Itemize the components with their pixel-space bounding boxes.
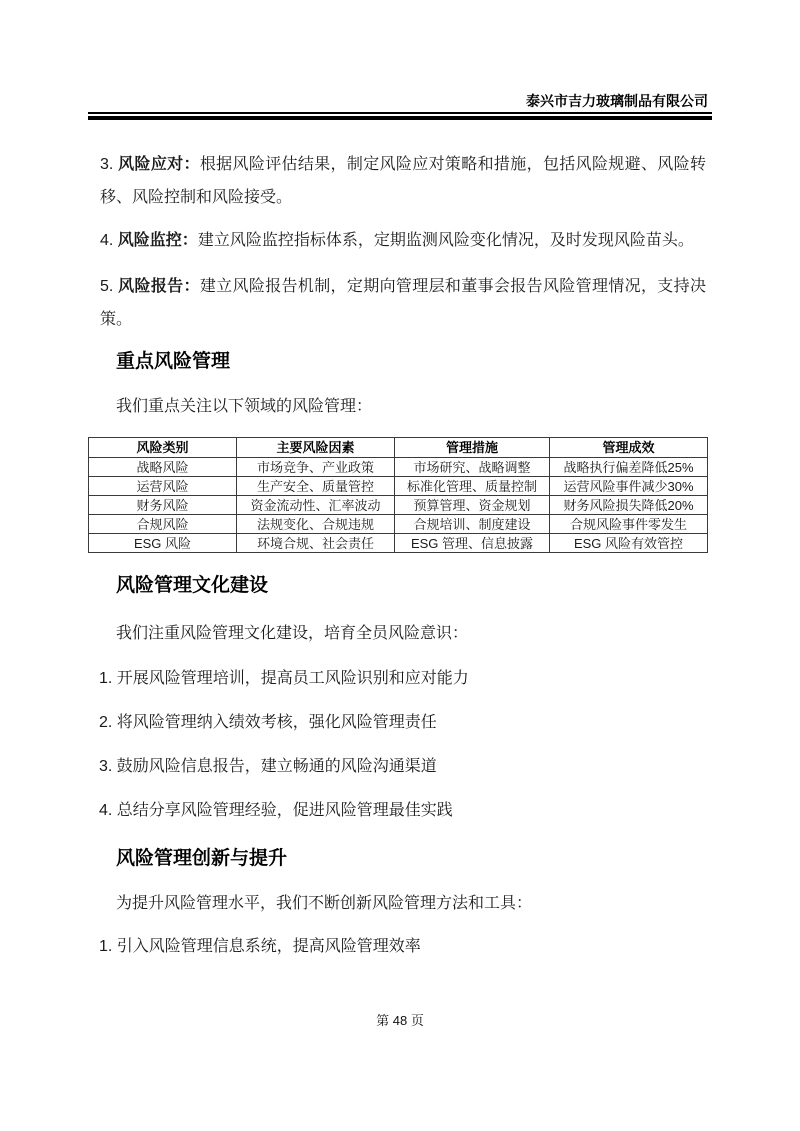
paragraph-term: 风险报告：: [118, 278, 200, 295]
table-cell: 资金流动性、汇率波动: [237, 496, 395, 515]
table-row: [89, 458, 708, 477]
table-row: [89, 496, 708, 515]
section-title-innovation: 风险管理创新与提升: [116, 848, 288, 869]
table-cell: 生产安全、质量管控: [237, 477, 395, 496]
section-title-key-risk: 重点风险管理: [116, 351, 231, 372]
table-cell: 预算管理、资金规划: [395, 496, 550, 515]
table-cell: ESG 风险: [89, 534, 237, 553]
paragraph-number: 3.: [100, 156, 119, 173]
table-row: [89, 477, 708, 496]
paragraph-risk-response: [100, 148, 706, 214]
table-cell: 市场研究、战略调整: [395, 458, 550, 477]
header-rule-thick: [88, 116, 712, 120]
table-cell: 合规培训、制度建设: [395, 515, 550, 534]
culture-item-4: 4. 总结分享风险管理经验，促进风险管理最佳实践: [99, 802, 453, 819]
table-row: [89, 534, 708, 553]
culture-item-1: 1. 开展风险管理培训，提高员工风险识别和应对能力: [99, 670, 469, 687]
table-cell: 合规风险: [89, 515, 237, 534]
table-header-results: 管理成效: [550, 438, 708, 458]
header-rule-thin: [88, 112, 712, 114]
table-row: [89, 515, 708, 534]
paragraph-number: 4.: [100, 232, 118, 249]
table-cell: 市场竞争、产业政策: [237, 458, 395, 477]
footer-page-number: 第 48 页: [376, 1013, 424, 1028]
paragraph-number: 5.: [100, 278, 119, 295]
innovation-intro: 为提升风险管理水平，我们不断创新风险管理方法和工具：: [116, 895, 533, 912]
table-cell: 财务风险: [89, 496, 237, 515]
culture-item-2: 2. 将风险管理纳入绩效考核，强化风险管理责任: [99, 714, 437, 731]
paragraph-term: 风险应对：: [118, 156, 200, 173]
header-company-name: 泰兴市吉力玻璃制品有限公司: [526, 93, 708, 109]
table-cell: ESG 风险有效管控: [550, 534, 708, 553]
risk-management-table: [88, 437, 708, 553]
culture-intro: 我们注重风险管理文化建设，培育全员风险意识：: [116, 625, 469, 642]
paragraph-risk-reporting: [100, 270, 706, 336]
culture-item-3: 3. 鼓励风险信息报告，建立畅通的风险沟通渠道: [99, 758, 437, 775]
table-cell: ESG 管理、信息披露: [395, 534, 550, 553]
table-cell: 合规风险事件零发生: [550, 515, 708, 534]
table-cell: 标准化管理、质量控制: [395, 477, 550, 496]
table-cell: 战略风险: [89, 458, 237, 477]
table-header-risk-factors: 主要风险因素: [237, 438, 395, 458]
paragraph-term: 风险监控：: [117, 232, 198, 249]
table-cell: 运营风险事件减少30%: [550, 477, 708, 496]
paragraph-text: 建立风险监控指标体系，定期监测风险变化情况，及时发现风险苗头。: [197, 232, 694, 249]
table-cell: 环境合规、社会责任: [237, 534, 395, 553]
table-header-risk-category: 风险类别: [89, 438, 237, 458]
table-cell: 财务风险损失降低20%: [550, 496, 708, 515]
paragraph-text: 建立风险报告机制，定期向管理层和董事会报告风险管理情况，支持决策。: [100, 278, 706, 328]
table-cell: 运营风险: [89, 477, 237, 496]
paragraph-text: 根据风险评估结果，制定风险应对策略和措施，包括风险规避、风险转移、风险控制和风险接受。: [100, 156, 706, 206]
table-header-row: [89, 438, 708, 458]
section-title-culture: 风险管理文化建设: [116, 575, 269, 596]
key-risk-intro: 我们重点关注以下领域的风险管理：: [116, 398, 373, 415]
innovation-item-1: 1. 引入风险管理信息系统，提高风险管理效率: [99, 938, 421, 955]
paragraph-risk-monitoring: [100, 224, 706, 257]
table-cell: 法规变化、合规违规: [237, 515, 395, 534]
table-cell: 战略执行偏差降低25%: [550, 458, 708, 477]
table-header-measures: 管理措施: [395, 438, 550, 458]
